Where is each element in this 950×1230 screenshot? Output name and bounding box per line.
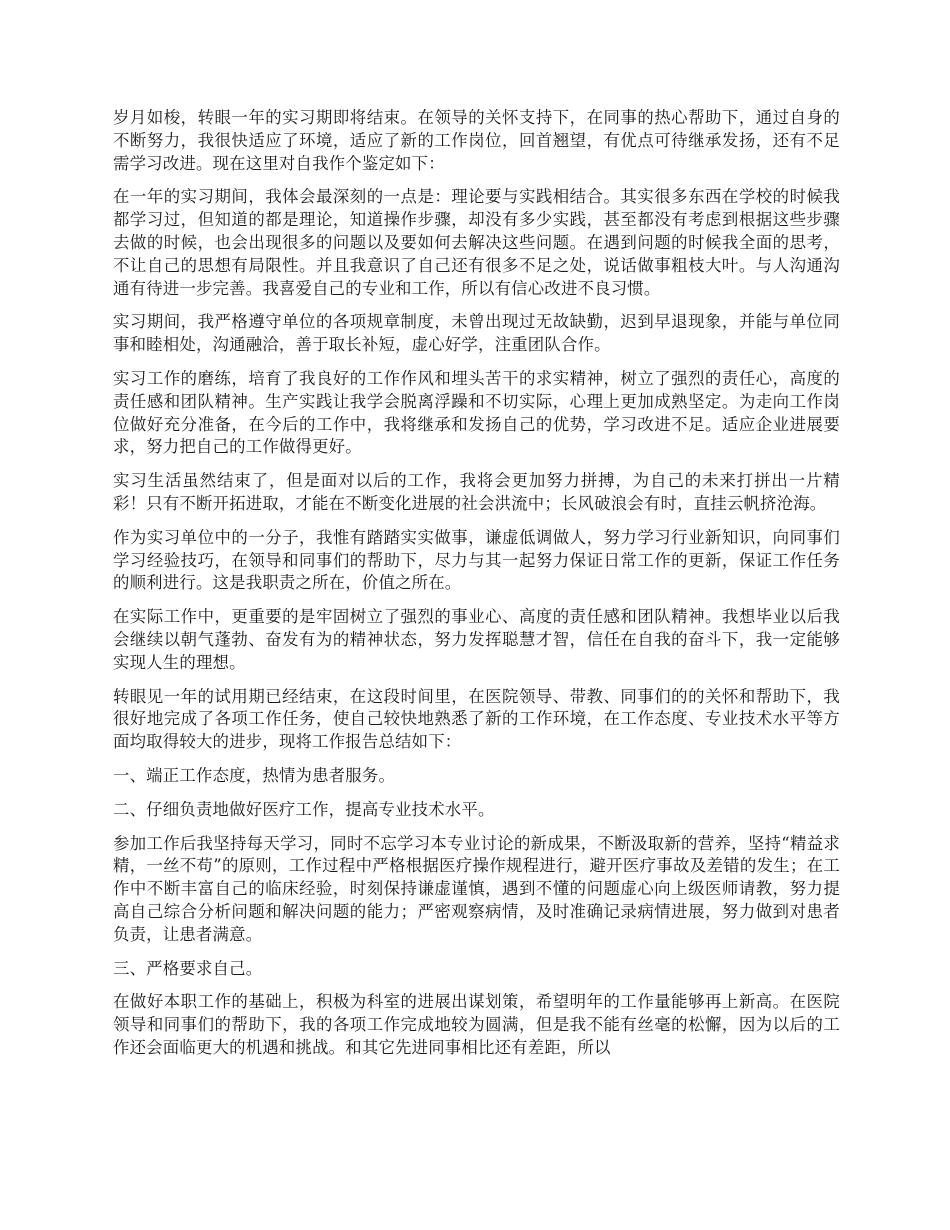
paragraph-work-style: 实习工作的磨练，培育了我良好的工作作风和埋头苦干的求实精神，树立了强烈的责任心，高度的责任感和团队精神。生产实践让我学会脱离浮躁和不切实际，心理上更加成熟坚定。为走向工作岗位做好充分准备，在今后的工作中，我将继承和发扬自己的优势，学习改进不足。适应企业进展要求，努力把自己的工作做得更好。: [113, 368, 840, 457]
paragraph-future: 实习生活虽然结束了，但是面对以后的工作，我将会更加努力拼搏，为自己的未来打拼出一片精彩！只有不断开拓进取，才能在不断变化进展的社会洪流中；长风破浪会有时，直挂云帆挤沧海。: [113, 471, 840, 513]
paragraph-intro: 岁月如梭，转眼一年的实习期即将结束。在领导的关怀支持下，在同事的热心帮助下，通过自身的不断努力，我很快适应了环境，适应了新的工作岗位，回首翘望，有优点可待继承发扬，还有不足需学习改进。现在这里对自我作个鉴定如下：: [113, 108, 840, 173]
paragraph-discipline: 实习期间，我严格遵守单位的各项规章制度，未曾出现过无故缺勤，迟到早退现象，并能与单位同事和睦相处，沟通融洽，善于取长补短，虚心好学，注重团队合作。: [113, 312, 840, 355]
paragraph-team-member: 作为实习单位中的一分子，我惟有踏踏实实做事，谦虚低调做人，努力学习行业新知识，向同事们学习经验技巧，在领导和同事们的帮助下，尽力与其一起努力保证日常工作的更新，保证工作任务的顺利进行。这是我职责之所在，价值之所在。: [113, 527, 840, 593]
section-heading-2: 二、仔细负责地做好医疗工作，提高专业技术水平。: [113, 799, 495, 819]
section-heading-3: 三、严格要求自己。: [113, 958, 263, 978]
paragraph-theory-practice: 在一年的实习期间，我体会最深刻的一点是：理论要与实践相结合。其实很多东西在学校的时候我都学习过，但知道的都是理论，知道操作步骤，却没有多少实践，甚至都没有考虑到根据这些步骤去做的时候，也会出现很多的问题以及要如何去解决这些问题。在遇到问题的时候我全面的思考，不让自己的思想有局限性。并且我意识了自己还有很多不足之处，说话做事粗枝大叶。与人沟通沟通有待进一步完善。我喜爱自己的专业和工作，所以有信心改进不良习惯。: [113, 187, 840, 298]
paragraph-probation-summary: 转眼见一年的试用期已经结束，在这段时间里，在医院领导、带教、同事们的的关怀和帮助下，我很好地完成了各项工作任务，使自己较快地熟悉了新的工作环境，在工作态度、专业技术水平等方面均取得较大的进步，现将工作报告总结如下：: [113, 686, 840, 752]
paragraph-self-requirement: 在做好本职工作的基础上，积极为科室的进展出谋划策，希望明年的工作量能够再上新高。在医院领导和同事们的帮助下，我的各项工作完成地较为圆满，但是我不能有丝毫的松懈，因为以后的工作还会面临更大的机遇和挑战。和其它先进同事相比还有差距，所以: [113, 992, 840, 1057]
paragraph-career-spirit: 在实际工作中，更重要的是牢固树立了强烈的事业心、高度的责任感和团队精神。我想毕业以后我会继续以朝气蓬勃、奋发有为的精神状态，努力发挥聪慧才智，信任在自我的奋斗下，我一定能够实现人生的理想。: [113, 607, 840, 672]
section-heading-1: 一、端正工作态度，热情为患者服务。: [113, 765, 396, 785]
document-body: [113, 107, 840, 1071]
paragraph-study: 参加工作后我坚持每天学习，同时不忘学习本专业讨论的新成果，不断汲取新的营养，坚持“精益求精，一丝不苟”的原则，工作过程中严格根据医疗操作规程进行，避开医疗事故及差错的发生；在工作中不断丰富自己的临床经验，时刻保持谦虚谨慎，遇到不懂的问题虚心向上级医师请教，努力提高自己综合分析问题和解决问题的能力；严密观察病情，及时准确记录病情进展，努力做到对患者负责，让患者满意。: [113, 833, 840, 944]
